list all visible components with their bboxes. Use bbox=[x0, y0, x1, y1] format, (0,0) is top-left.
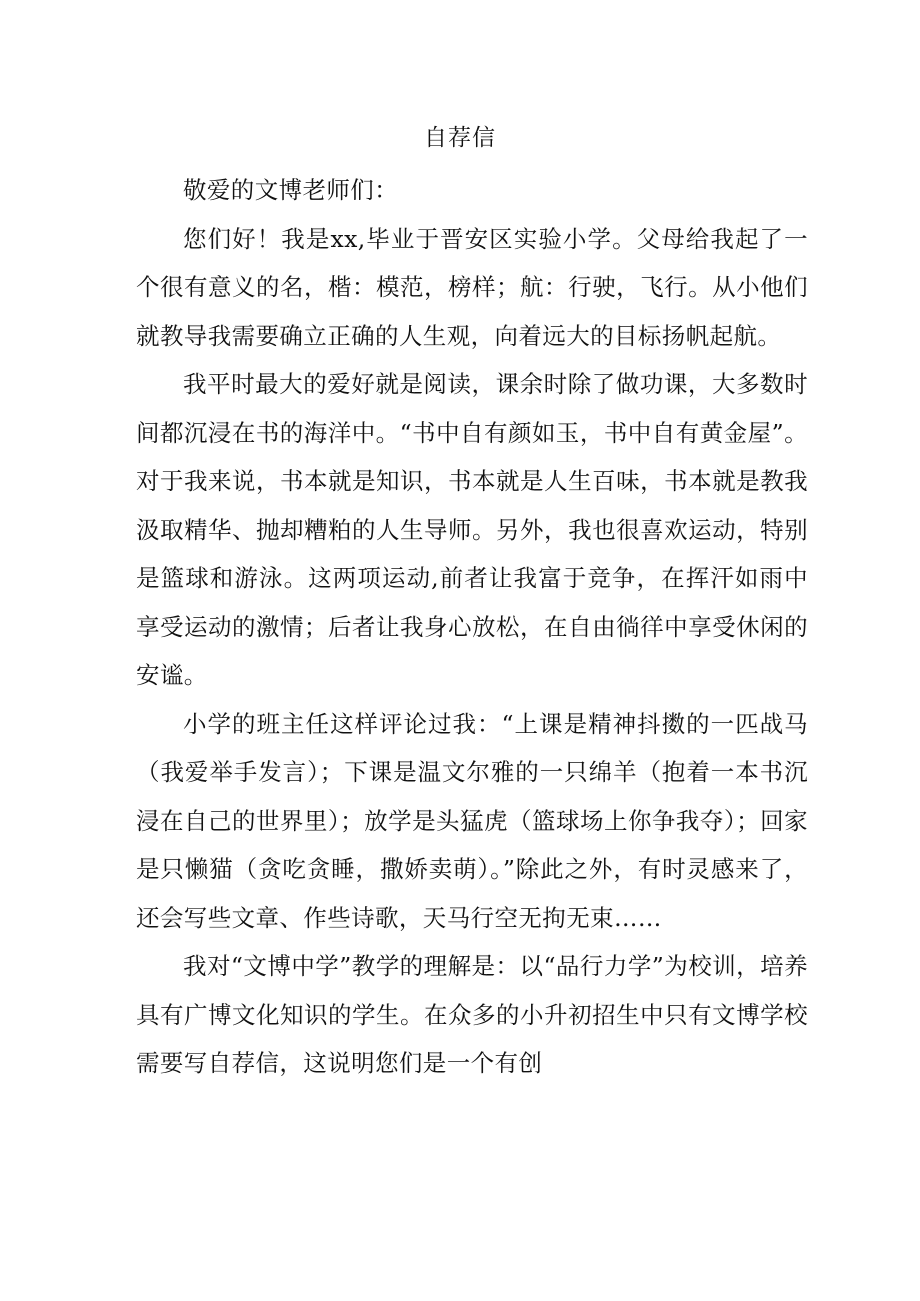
salutation: 敬爱的文博老师们： bbox=[183, 176, 399, 204]
paragraph-school-understanding: 我对“文博中学”教学的理解是：以“品行力学”为校训，培养具有广博文化知识的学生。在众多的小升初招生中只有文博学校需要写自荐信，这说明您们是一个有创 bbox=[136, 952, 808, 1077]
document-title: 自荐信 bbox=[424, 125, 496, 151]
paragraph-teacher-comment: 小学的班主任这样评论过我：“上课是精神抖擞的一匹战马（我爱举手发言）；下课是温文尔雅的一只绵羊（抱着一本书沉浸在自己的世界里）；放学是头猛虎（篮球场上你争我夺）；回家是只懒猫（贪吃贪睡，撒娇卖萌）。”除此之外，有时灵感来了，还会写些文章、作些诗歌，天马行空无拘无束…… bbox=[136, 709, 808, 932]
paragraph-introduction: 您们好！我是xx,毕业于晋安区实验小学。父母给我起了一个很有意义的名，楷：模范，榜样；航：行驶，飞行。从小他们就教导我需要确立正确的人生观，向着远大的目标扬帆起航。 bbox=[136, 224, 808, 350]
paragraph-hobbies: 我平时最大的爱好就是阅读，课余时除了做功课，大多数时间都沉浸在书的海洋中。“书中自有颜如玉，书中自有黄金屋”。对于我来说，书本就是知识，书本就是人生百味，书本就是教我汲取精华、抛却糟粕的人生导师。另外，我也很喜欢运动，特别是篮球和游泳。这两项运动,前者让我富于竞争，在挥汗如雨中享受运动的激情；后者让我身心放松，在自由徜徉中享受休闲的安谧。 bbox=[136, 370, 808, 689]
letter-body bbox=[136, 166, 808, 1088]
